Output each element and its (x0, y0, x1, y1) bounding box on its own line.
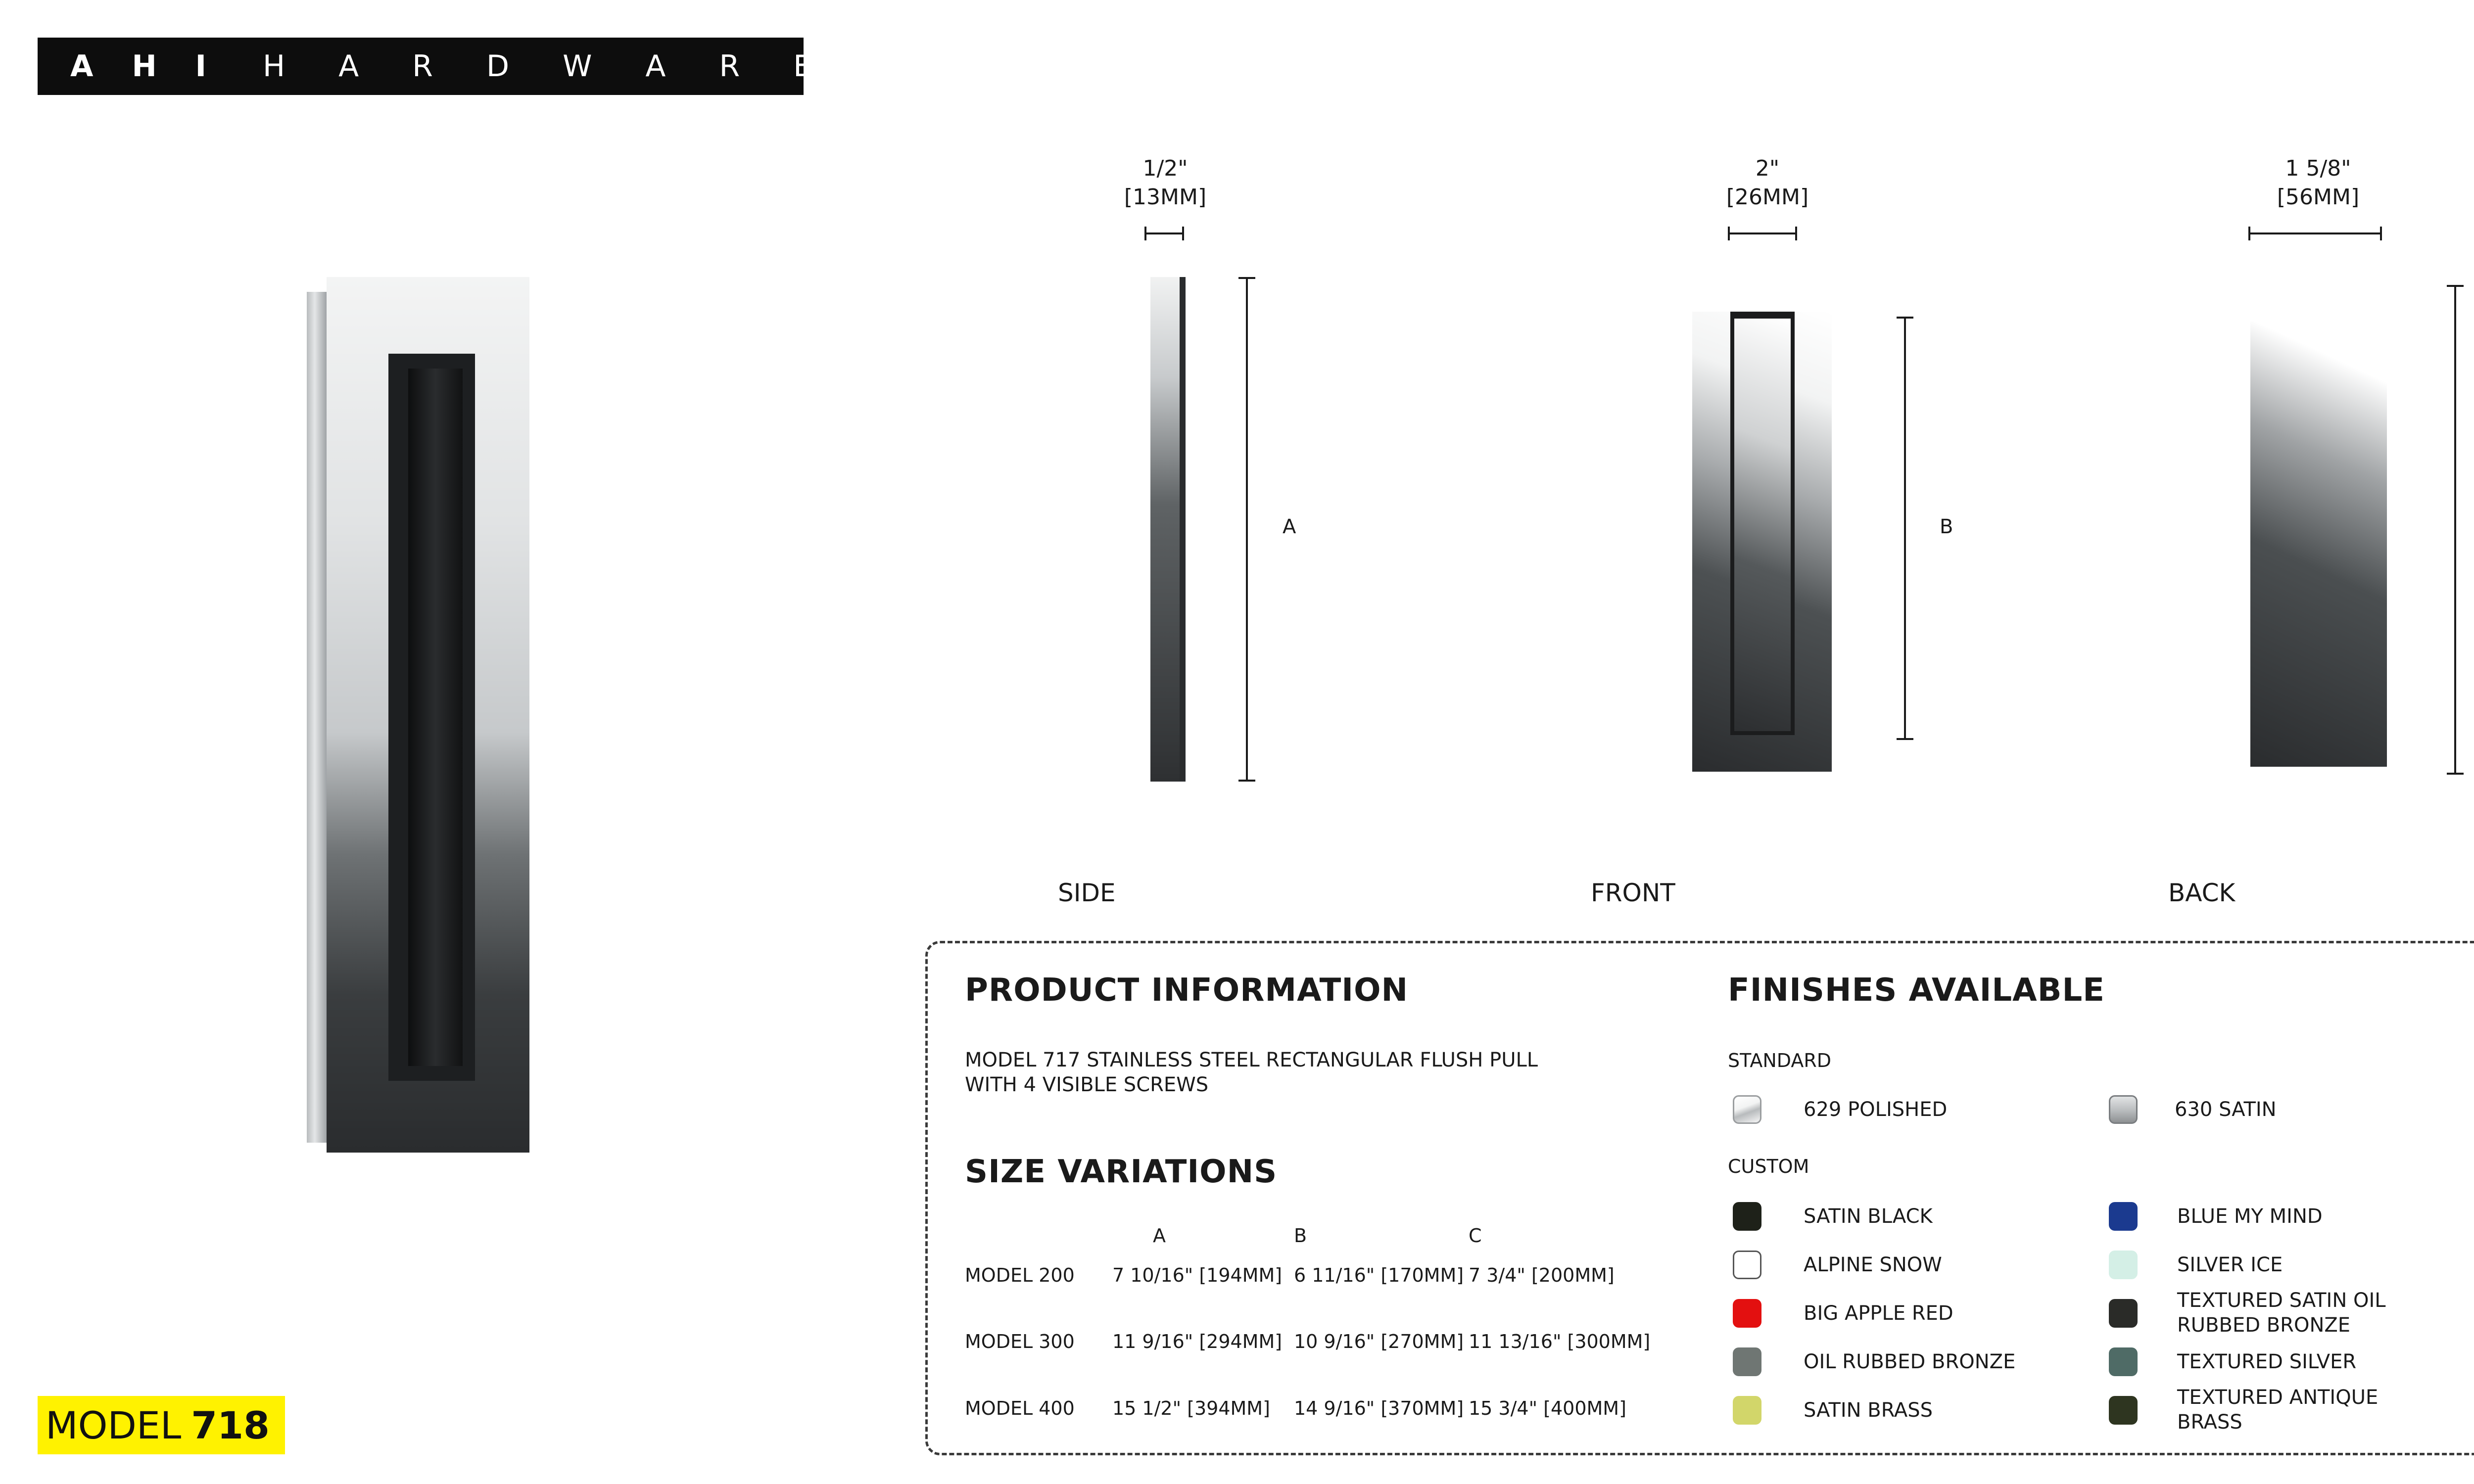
finish-label (2177, 1385, 2378, 1435)
size-model: MODEL 400 (965, 1397, 1075, 1419)
finish-swatch (1733, 1095, 1761, 1124)
size-column-header-b: B (1294, 1225, 1307, 1247)
finish-label: ALPINE SNOW (1804, 1253, 1942, 1276)
brand-letter: H (262, 49, 285, 84)
brand-logo (38, 38, 812, 95)
size-model: MODEL 200 (965, 1264, 1075, 1286)
size-value-c: 15 3/4" [400MM] (1469, 1397, 1626, 1419)
finish-swatch (1733, 1396, 1761, 1425)
brand-letter: A (645, 49, 666, 84)
info-panel (925, 941, 2474, 1455)
size-column-header-a: A (1153, 1225, 1166, 1247)
size-variations-heading: SIZE VARIATIONS (965, 1154, 1278, 1190)
finish-label: SATIN BLACK (1804, 1205, 1933, 1228)
back-height-tick (2447, 285, 2464, 287)
back-view-title: BACK (2168, 879, 2236, 907)
back-dimension-label (2269, 154, 2368, 212)
finish-swatch (2109, 1396, 2138, 1425)
side-dimension-letter: A (1283, 515, 1296, 538)
brand-letter: D (486, 49, 510, 84)
front-dim-imperial: 2" (1755, 156, 1780, 181)
side-height-line (1246, 277, 1248, 782)
finish-swatch (1733, 1347, 1761, 1376)
back-width-tick (2380, 227, 2382, 240)
finish-label: OIL RUBBED BRONZE (1804, 1350, 2016, 1373)
brand-letter: I (195, 49, 206, 84)
size-value-a: 11 9/16" [294MM] (1112, 1331, 1283, 1352)
brand-letter: H (132, 49, 157, 84)
front-dimension-label (1718, 154, 1817, 212)
finish-label: TEXTURED SILVER (2177, 1350, 2357, 1373)
custom-finishes-label: CUSTOM (1728, 1156, 1809, 1177)
front-dim-metric: [26MM] (1726, 185, 1809, 210)
brand-letter: W (563, 49, 592, 84)
side-width-line (1144, 232, 1184, 234)
front-dimension-letter: B (1940, 515, 1953, 538)
size-value-b: 14 9/16" [370MM] (1294, 1397, 1464, 1419)
front-height-tick (1897, 317, 1913, 319)
side-width-tick (1182, 227, 1184, 240)
side-width-tick (1144, 227, 1146, 240)
finish-swatch (2109, 1347, 2138, 1376)
product-flange (307, 292, 327, 1143)
finish-label: 630 SATIN (2175, 1098, 2277, 1121)
brand-letter: A (70, 49, 94, 84)
finish-label-line: BRASS (2177, 1411, 2242, 1434)
size-model: MODEL 300 (965, 1331, 1075, 1352)
finish-label: BIG APPLE RED (1804, 1302, 1953, 1325)
side-view-title: SIDE (1058, 879, 1116, 907)
front-width-tick (1795, 227, 1797, 240)
model-tag (38, 1396, 285, 1454)
model-tag-number: 718 (191, 1403, 270, 1447)
side-height-tick (1238, 277, 1255, 279)
back-height-line (2454, 285, 2456, 775)
size-value-b: 6 11/16" [170MM] (1294, 1264, 1464, 1286)
size-value-a: 7 10/16" [194MM] (1112, 1264, 1283, 1286)
finish-swatch (2109, 1299, 2138, 1328)
finish-swatch (2109, 1251, 2138, 1279)
finish-label (2177, 1288, 2386, 1338)
side-dim-imperial: 1/2" (1142, 156, 1188, 181)
brand-letter: A (338, 49, 359, 84)
size-value-c: 11 13/16" [300MM] (1469, 1331, 1651, 1352)
side-dimension-label (1116, 154, 1215, 212)
finish-swatch (1733, 1202, 1761, 1231)
finish-label: SILVER ICE (2177, 1253, 2283, 1276)
finish-swatch (2109, 1095, 2138, 1124)
back-dim-imperial: 1 5/8" (2285, 156, 2351, 181)
finish-label-line: TEXTURED SATIN OIL (2177, 1289, 2386, 1312)
front-height-line (1904, 317, 1906, 740)
finish-label-line: TEXTURED ANTIQUE (2177, 1386, 2379, 1409)
product-info-line-1: MODEL 717 STAINLESS STEEL RECTANGULAR FLUSH PULL (965, 1049, 1538, 1071)
back-width-line (2248, 232, 2382, 234)
finishes-heading: FINISHES AVAILABLE (1728, 972, 2105, 1009)
front-width-line (1728, 232, 1797, 234)
front-height-tick (1897, 738, 1913, 740)
finish-label: SATIN BRASS (1804, 1399, 1933, 1422)
standard-finishes-label: STANDARD (1728, 1050, 1832, 1071)
back-width-tick (2248, 227, 2250, 240)
front-width-tick (1728, 227, 1730, 240)
back-view-image (2250, 322, 2387, 767)
finish-swatch (1733, 1299, 1761, 1328)
back-dim-metric: [56MM] (2277, 185, 2360, 210)
side-view-edge (1180, 277, 1186, 782)
back-height-tick (2447, 773, 2464, 775)
product-pull-recess (408, 369, 463, 1066)
finish-swatch (2109, 1202, 2138, 1231)
brand-letter: E (793, 49, 812, 84)
product-info-line-2: WITH 4 VISIBLE SCREWS (965, 1073, 1209, 1096)
size-column-header-c: C (1469, 1225, 1482, 1247)
finish-label: 629 POLISHED (1804, 1098, 1948, 1121)
finish-label: BLUE MY MIND (2177, 1205, 2323, 1228)
size-value-b: 10 9/16" [270MM] (1294, 1331, 1464, 1352)
size-value-a: 15 1/2" [394MM] (1112, 1397, 1270, 1419)
brand-letter: R (412, 49, 433, 84)
brand-letter: R (719, 49, 740, 84)
side-dim-metric: [13MM] (1124, 185, 1207, 210)
size-value-c: 7 3/4" [200MM] (1469, 1264, 1615, 1286)
product-info-heading: PRODUCT INFORMATION (965, 972, 1409, 1009)
side-height-tick (1238, 780, 1255, 782)
model-tag-prefix: MODEL (46, 1403, 182, 1447)
front-view-slot (1730, 312, 1795, 735)
finish-label-line: RUBBED BRONZE (2177, 1314, 2351, 1337)
product-hero-image (307, 277, 529, 1153)
front-view-title: FRONT (1591, 879, 1675, 907)
finish-swatch (1733, 1251, 1761, 1279)
